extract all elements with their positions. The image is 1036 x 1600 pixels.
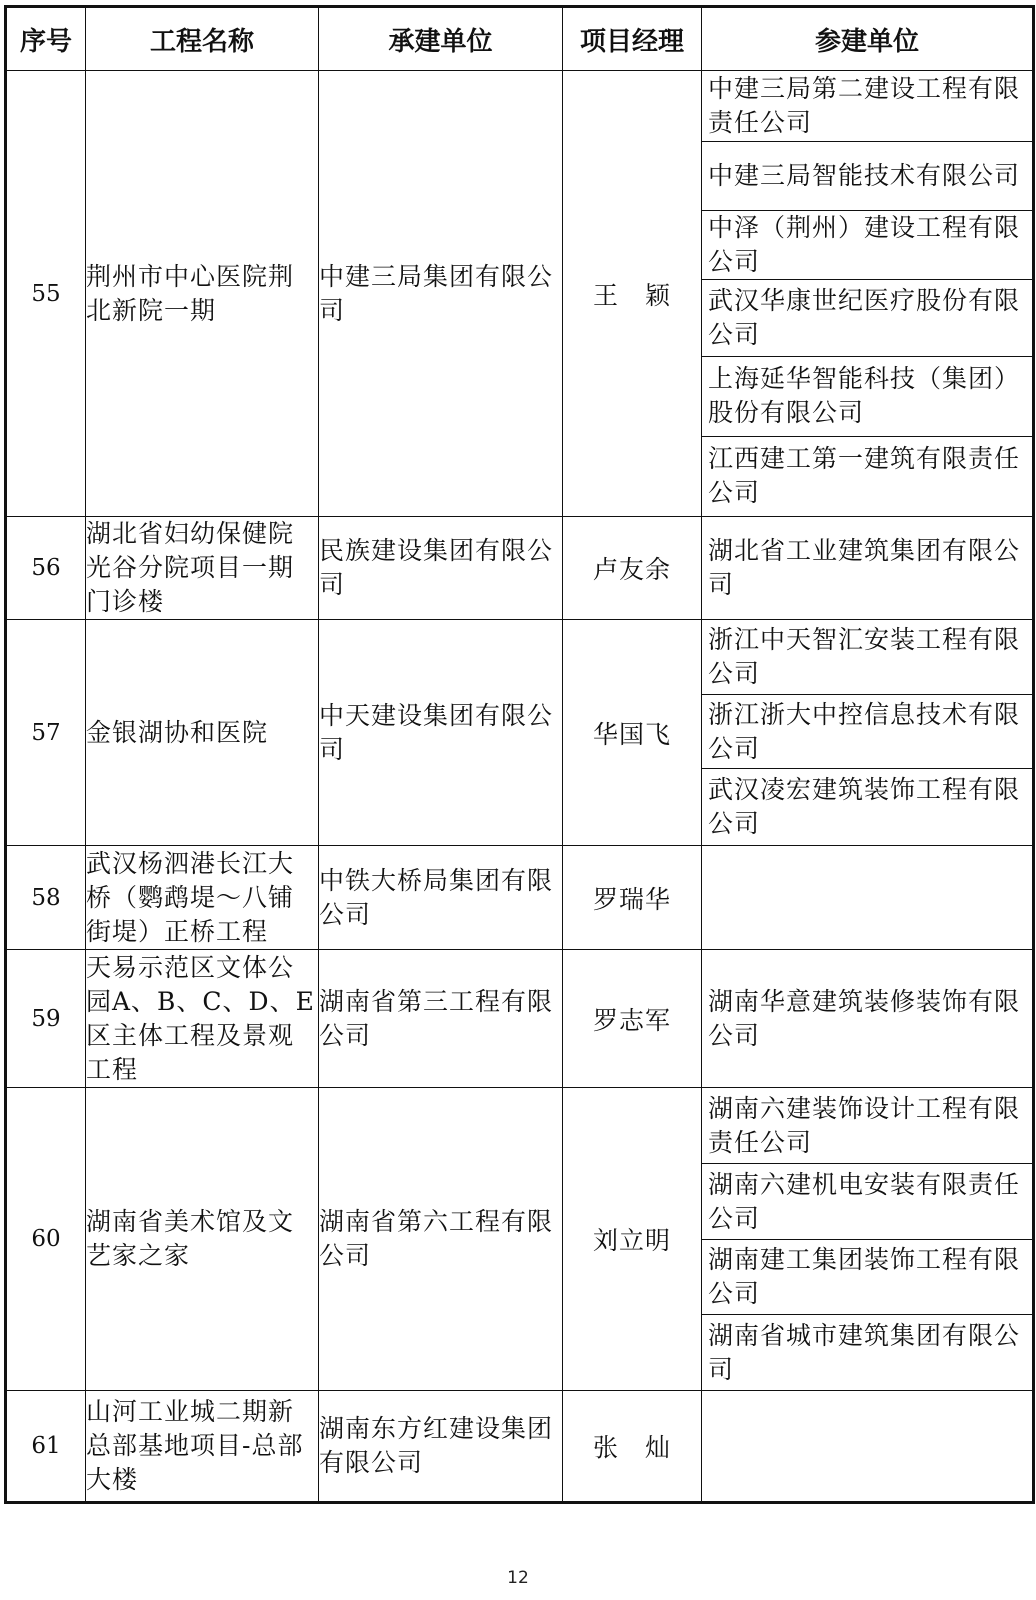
participant-unit: 武汉华康世纪医疗股份有限公司 [702, 280, 1032, 357]
project-name-cell: 武汉杨泗港长江大桥（鹦鹉堤～八铺街堤）正桥工程 [86, 846, 319, 950]
award-table-container [4, 5, 1032, 1504]
table-row [6, 1088, 1034, 1391]
table-header-row [6, 7, 1034, 71]
participant-unit: 上海延华智能科技（集团）股份有限公司 [702, 357, 1032, 436]
manager-cell: 华国飞 [563, 620, 702, 846]
manager-cell: 刘立明 [563, 1088, 702, 1391]
manager-cell: 王 颖 [563, 71, 702, 517]
builder-cell: 中建三局集团有限公司 [319, 71, 563, 517]
participants-cell [702, 517, 1034, 620]
participants-list [702, 1391, 1032, 1501]
participant-unit: 中泽（荆州）建设工程有限公司 [702, 211, 1032, 280]
manager-cell: 罗瑞华 [563, 846, 702, 950]
project-name-cell: 荆州市中心医院荆北新院一期 [86, 71, 319, 517]
participants-cell [702, 1088, 1034, 1391]
builder-cell: 湖南东方红建设集团有限公司 [319, 1391, 563, 1503]
row-index-cell: 57 [6, 620, 86, 846]
table-body [6, 71, 1034, 1503]
header-builder: 承建单位 [319, 7, 563, 71]
participants-cell [702, 1391, 1034, 1503]
manager-cell: 卢友余 [563, 517, 702, 620]
row-index-cell: 55 [6, 71, 86, 517]
header-project-name: 工程名称 [86, 7, 319, 71]
table-row [6, 950, 1034, 1088]
participants-list [702, 846, 1032, 949]
table-row [6, 846, 1034, 950]
header-participants: 参建单位 [702, 7, 1034, 71]
participants-cell [702, 846, 1034, 950]
table-row [6, 71, 1034, 517]
participant-unit: 武汉凌宏建筑装饰工程有限公司 [708, 775, 1021, 838]
row-index-cell: 60 [6, 1088, 86, 1391]
table-row [6, 620, 1034, 846]
award-projects-table [4, 5, 1035, 1504]
participants-list [702, 71, 1032, 516]
participant-unit: 湖南六建装饰设计工程有限责任公司 [702, 1088, 1032, 1164]
table-row [6, 1391, 1034, 1503]
participants-cell [702, 950, 1034, 1088]
participants-cell [702, 71, 1034, 517]
table-row [6, 517, 1034, 620]
participant-unit: 中建三局智能技术有限公司 [702, 142, 1032, 210]
participants-cell [702, 620, 1034, 846]
participant-unit: 湖南建工集团装饰工程有限公司 [702, 1240, 1032, 1315]
builder-cell: 中铁大桥局集团有限公司 [319, 846, 563, 950]
participant-unit: 湖南华意建筑装修装饰有限公司 [708, 986, 1021, 1050]
project-name-cell: 湖北省妇幼保健院光谷分院项目一期门诊楼 [86, 517, 319, 620]
header-manager: 项目经理 [563, 7, 702, 71]
builder-cell: 中天建设集团有限公司 [319, 620, 563, 846]
participant-unit: 江西建工第一建筑有限责任公司 [708, 444, 1021, 508]
builder-cell: 湖南省第三工程有限公司 [319, 950, 563, 1088]
participant-unit: 湖南六建机电安装有限责任公司 [702, 1164, 1032, 1240]
project-name-cell: 天易示范区文体公园A、B、C、D、E区主体工程及景观工程 [86, 950, 319, 1088]
row-index-cell: 59 [6, 950, 86, 1088]
participants-list [702, 950, 1032, 1087]
page-number: 12 [507, 1568, 529, 1588]
participants-list [702, 620, 1032, 845]
participant-unit: 浙江浙大中控信息技术有限公司 [702, 695, 1032, 769]
row-index-cell: 58 [6, 846, 86, 950]
builder-cell: 湖南省第六工程有限公司 [319, 1088, 563, 1391]
row-index-cell: 61 [6, 1391, 86, 1503]
participant-unit: 湖北省工业建筑集团有限公司 [708, 536, 1021, 599]
manager-cell: 张 灿 [563, 1391, 702, 1503]
project-name-cell: 湖南省美术馆及文艺家之家 [86, 1088, 319, 1391]
builder-cell: 民族建设集团有限公司 [319, 517, 563, 620]
participant-unit: 中建三局第二建设工程有限责任公司 [702, 71, 1032, 142]
manager-cell: 罗志军 [563, 950, 702, 1088]
project-name-cell: 山河工业城二期新总部基地项目-总部大楼 [86, 1391, 319, 1503]
participants-list [702, 517, 1032, 619]
row-index-cell: 56 [6, 517, 86, 620]
participants-list [702, 1088, 1032, 1390]
project-name-cell: 金银湖协和医院 [86, 620, 319, 846]
participant-unit: 湖南省城市建筑集团有限公司 [708, 1320, 1021, 1384]
header-index: 序号 [6, 7, 86, 71]
participant-unit: 浙江中天智汇安装工程有限公司 [702, 620, 1032, 695]
